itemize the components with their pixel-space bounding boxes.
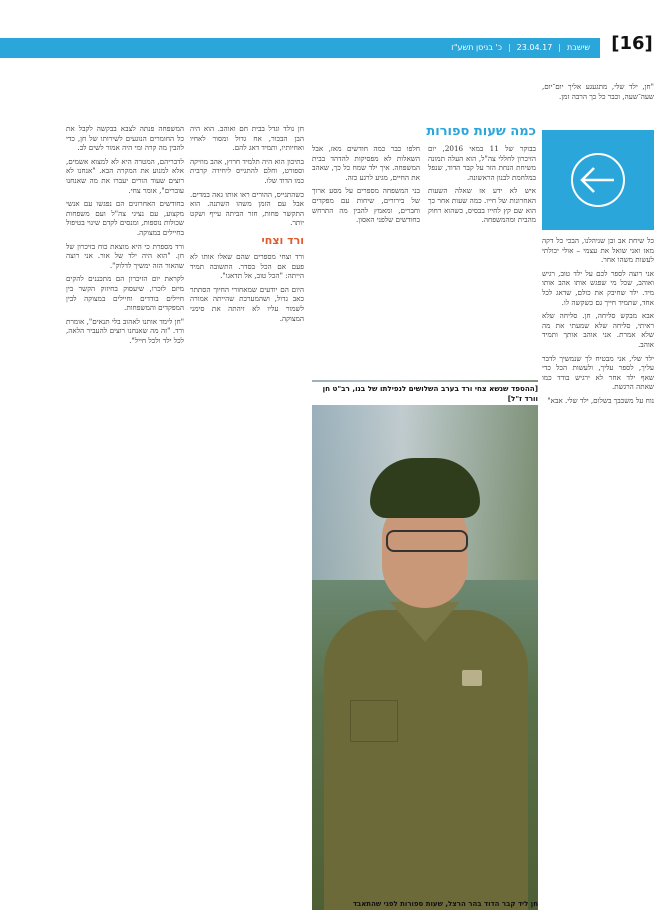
- photo-caption: חן ליד קבר הדוד בהר הרצל, שעות ספורות לפני שהתאבד: [352, 900, 538, 908]
- arrow-panel: [542, 130, 654, 230]
- quote-paragraph: נוח על משכבך בשלום, ילד שלי. אבא": [547, 395, 654, 405]
- section-intro: [312, 124, 536, 374]
- column-e: [66, 124, 184, 894]
- quote-paragraph: כל שיחת אב ובן שניהלנו, הבכי כל דקה מאז ואני שואל את עצמי – אולי יכולתי לעשות משהו אחר.: [542, 236, 654, 265]
- quote-paragraph: ילד שלי, אני מבטיח לך שנמשיך לדבר עליך, לספר עליך, ולעשות הכל כדי שאף ילד אחר לא ירגיש בודד כמו שאתה הרגשת.: [542, 353, 654, 392]
- page-header: [0, 30, 670, 60]
- article-paragraph: לקראת יום הזיכרון הם מתכננים להקים מיזם לזכרו, שיעסוק בחיזוק הקשר בין חיילים בודדים וחיילים במצוקה לבין המפקדים והמשפחות.: [66, 274, 184, 313]
- article-paragraph: ורד וצחי מספרים שהם שאלו אותו לא פעם אם הכל בסדר. התשובה תמיד הייתה: "הכל טוב, אל תדאגו".: [190, 251, 304, 281]
- photo-caption-top: [ההספד שנשא צחי ורד בערב השלושים לנפילתו של בנו, רב"ט חן וורד ז"ל]: [312, 382, 538, 405]
- column-quote-continued: [542, 236, 654, 786]
- article-paragraph: לדבריהם, המטרה היא לא למצוא אשמים, אלא למנוע את המקרה הבא. "אנחנו לא רוצים שעוד הורים יעברו את מה שאנחנו עוברים", אומר צחי.: [66, 156, 184, 195]
- soldier-photo: [312, 380, 538, 910]
- article-paragraph: בחודשים האחרונים הם נפגשו עם אנשי מקצוע, עם נציגי צה"ל ועם משפחות שכולות נוספות, ומנסים לקדם שינוי בטיפול בחיילים במצוקה.: [66, 199, 184, 237]
- quote-paragraph: אבא מבקש סליחה, חן. סליחה שלא ראיתי, סליחה שלא שמעתי את מה שלא אמרת. אני אוהב אותך ותמיד אוהב.: [542, 311, 654, 349]
- column-d: [190, 124, 304, 894]
- header-issue: כ' בניסן תשע"ז: [451, 43, 502, 52]
- article-paragraph: איש לא ידע אז שאלה השעות האחרונות של חייו. כמה שעות אחר כך הוא שם קץ לחייו בבסיס, כשהוא רחוק מהבית ומהמשפחה.: [428, 186, 536, 225]
- article-paragraph: המשפחה פנתה לצבא בבקשה לקבל את כל החומרים הנוגעים לשירותו של חן, כדי להבין מה קרה ומי היה אמור לשים לב.: [66, 124, 184, 153]
- article-paragraph: בני המשפחה מספרים על מסע ארוך של בירורים, שיחות עם מפקדים וחברים, ומאמץ להבין מה התרחש בחודשים שלפני האסון.: [312, 186, 420, 225]
- article-paragraph: ורד מספרת כי היא מוצאת כוח בזיכרון של חן. "הוא היה ילד של אור. אני רוצה שהאור הזה ימשיך לדלוק".: [66, 241, 184, 270]
- header-date: 23.04.17: [516, 43, 553, 52]
- header-section: שישבת: [566, 43, 590, 52]
- article-paragraph: היום הם יודעים שמאחורי החיוך הסתתר כאב גדול, ושהמערכת שהייתה אמורה לשמור עליו לא זיהתה את סימני המצוקה.: [190, 284, 304, 323]
- article-paragraph: חן נולד וגדל בבית חם ואוהב. הוא היה הבן הבכור, אח גדול ומסור לאחיו ואחיותיו, ותמיד דאג להם.: [190, 124, 304, 153]
- left-arrow-icon: [570, 152, 626, 208]
- section-heading: כמה שעות ספורות: [426, 124, 536, 139]
- article-paragraph: כשהתגייס, ההורים ראו אותו גאה במדים. אבל עם הזמן משהו השתנה. הוא התקשר פחות, חזר הביתה עייף ושקט יותר.: [190, 189, 304, 228]
- quote-paragraph: "חן, ילד שלי, מתגעגע אליך יום־יום, שעה־שעה, וכבר כל כך הרבה זמן.: [542, 82, 654, 101]
- article-paragraph: "חן לימד אותנו לאהוב בלי תנאים", אומרת ורד. "זה מה שאנחנו רוצים להעביר הלאה, לכל ילד ולכל חייל".: [66, 316, 184, 345]
- quote-paragraph: אני רוצה לספר לכם על ילד טוב, רגיש ואוהב, שכל מי שפגש אותו אהב אותו מיד. ילד שחיבק את כולם, שדאג לכל אחד, שתמיד חייך גם כשקשה לו.: [542, 268, 654, 307]
- column-c: [312, 144, 420, 229]
- subheading: ורד וצחי: [261, 233, 304, 247]
- article-paragraph: בבוקר של 11 במאי 2016, יום הזיכרון לחללי צה"ל, הוא העלה תמונה משיחת הנחת הזר על קבר הדוד, שנפל במלחמת לבנון הראשונה.: [428, 144, 536, 182]
- article-paragraph: בתיכון הוא היה תלמיד חרוץ, אהב מוזיקה וספורט, וחלם להתגייס ליחידה קרבית כמו הדוד שלו.: [190, 156, 304, 185]
- column-b: [428, 144, 536, 229]
- page-number: [16]: [608, 30, 656, 58]
- header-info: שישבת | 23.04.17 | כ' בניסן תשע"ז: [451, 41, 590, 55]
- article-paragraph: חלפו כבר כמה חודשים מאז, אבל השאלות לא מפסיקות להדהד בבית המשפחה. איך ילד שמח כל כך, שאהב את החיים, מגיע לרגע כזה.: [312, 144, 420, 182]
